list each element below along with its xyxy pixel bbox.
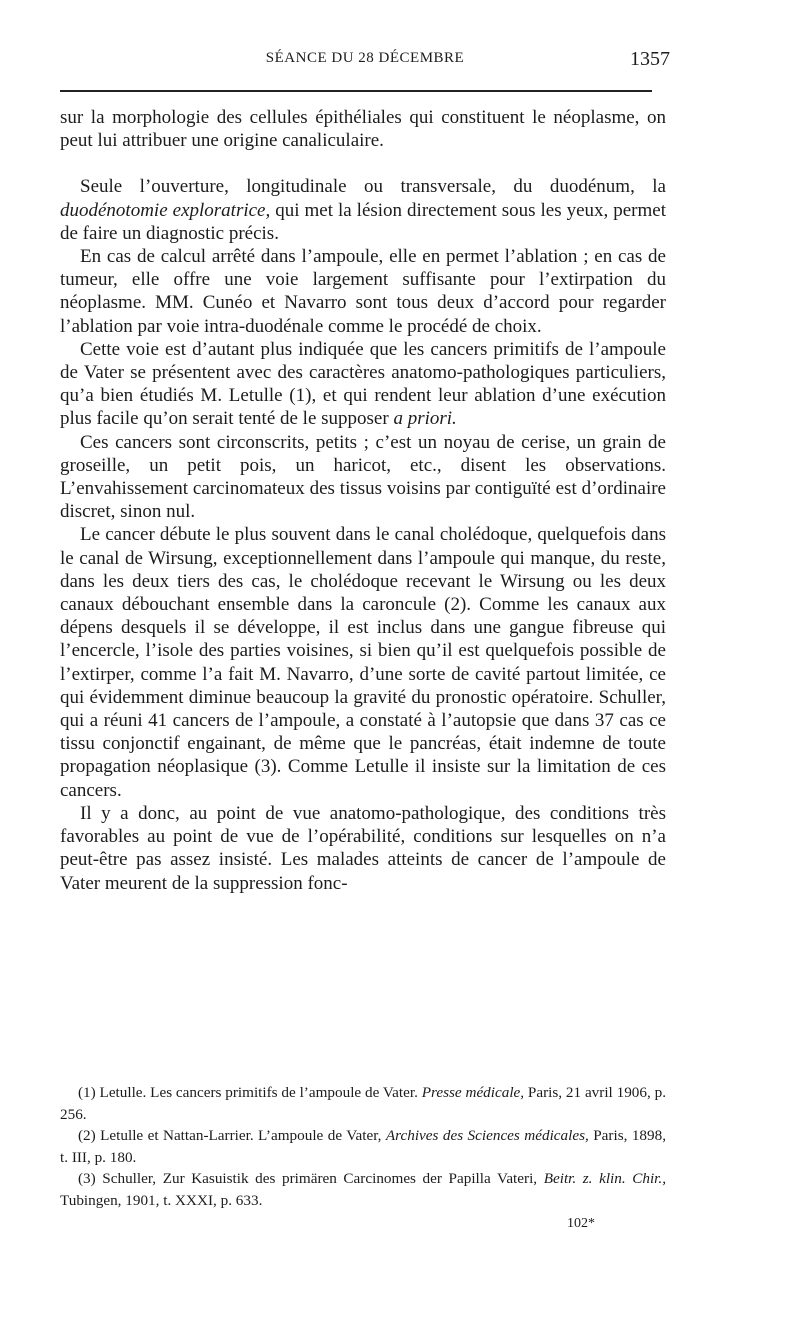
footnote-text: (1) Letulle. Les cancers primitifs de l’ampoule de Vater. (78, 1084, 422, 1101)
footnote-journal: Presse médicale, (421, 1084, 525, 1101)
footnote-text: Tubingen, 1901, t. XXXI, p. 633. (60, 1191, 263, 1209)
body-text (60, 106, 666, 895)
page-number: 1357 (630, 48, 670, 70)
footnote-text: (2) Letulle et Nattan-Larrier. L’ampoule de Vater, (78, 1127, 386, 1145)
paragraph: Il y a donc, au point de vue anatomo-pathologique, des conditions très favorables au point de vue de l’opérabilité, conditions sur lesquelles on n’a peut-être pas assez insisté. Les malades atteints de cancer de l’ampoule de Vater meurent de la suppression fonc- (60, 802, 666, 894)
footnote-text: Paris, 1898, t. III, p. 180. (60, 1127, 667, 1166)
paragraph-text: Seule l’ouverture, longitudinale ou transversale, du duodénum, la (80, 176, 666, 198)
footnote (60, 1125, 666, 1168)
footnote-journal: Beitr. z. klin. Chir., (543, 1170, 666, 1188)
emphasis-text: a priori. (393, 408, 457, 430)
emphasis-text: duodénotomie exploratrice, (60, 199, 271, 221)
paragraph: Le cancer débute le plus souvent dans le canal cholédoque, quelquefois dans le canal de Wirsung, exceptionnellement dans l’ampoule qui manque, du reste, dans les deux tiers des cas, le cholédoque recevant le Wirsung ou les deux canaux débouchant ensemble dans la caroncule (2). Comme les canaux aux dépens desquels il se développe, il est inclus dans une gangue fibreuse qui l’encercle, l’isole des parties voisines, si bien qu’il est quelquefois possible de l’extirper, comme l’a fait M. Navarro, d’une sorte de cavité partout limitée, ce qui évidemment diminue beaucoup la gravité du pronostic opératoire. Schuller, qui a réuni 41 cancers de l’ampoule, a constaté à l’autopsie que dans 37 cas ce tissu conjonctif engainant, de même que le pancréas, était indemne de toute propagation néoplasique (3). Comme Letulle il insiste sur la limitation de ces cancers. (60, 524, 666, 801)
footnote-journal: Archives des Sciences médicales, (385, 1127, 589, 1145)
footnote (60, 1168, 666, 1211)
paragraph (60, 338, 666, 431)
paragraph (60, 175, 666, 245)
signature-mark: 102* (567, 1216, 595, 1231)
page-header (60, 50, 670, 80)
header-rule (60, 90, 652, 92)
paragraph: sur la morphologie des cellules épithéliales qui constituent le néoplasme, on peut lui attribuer une origine canaliculaire. (60, 107, 666, 152)
paragraph-text: Cette voie est d’autant plus indiquée que les cancers primitifs de l’ampoule de Vater se présentent avec des caractères anatomo-pathologiques particuliers, qu’a bien étudiés M. Letulle (1), et qui rendent leur ablation d’une exécution plus facile qu’on serait tenté de le supposer (60, 338, 666, 430)
paragraph-text: qui met la lésion directement sous les yeux, permet de faire un diagnostic précis. (60, 199, 666, 244)
paragraph: En cas de calcul arrêté dans l’ampoule, elle en permet l’ablation ; en cas de tumeur, elle offre une voie largement suffisante pour l’extirpation du néoplasme. MM. Cunéo et Navarro sont tous deux d’accord pour regarder l’ablation par voie intra-duodénale comme le procédé de choix. (60, 246, 666, 337)
footnotes (60, 1082, 666, 1212)
footnote (60, 1082, 666, 1125)
footnote-text: Paris, 21 avril 1906, p. 256. (60, 1084, 666, 1123)
running-title: SÉANCE DU 28 DÉCEMBRE (265, 50, 465, 66)
footnote-text: (3) Schuller, Zur Kasuistik des primären Carcinomes der Papilla Vateri, (78, 1170, 544, 1188)
paragraph: Ces cancers sont circonscrits, petits ; c’est un noyau de cerise, un grain de groseille, un petit pois, un haricot, etc., disent les observations. L’envahissement carcinomateux des tissus voisins par contiguïté est d’ordinaire discret, sinon nul. (60, 431, 666, 523)
